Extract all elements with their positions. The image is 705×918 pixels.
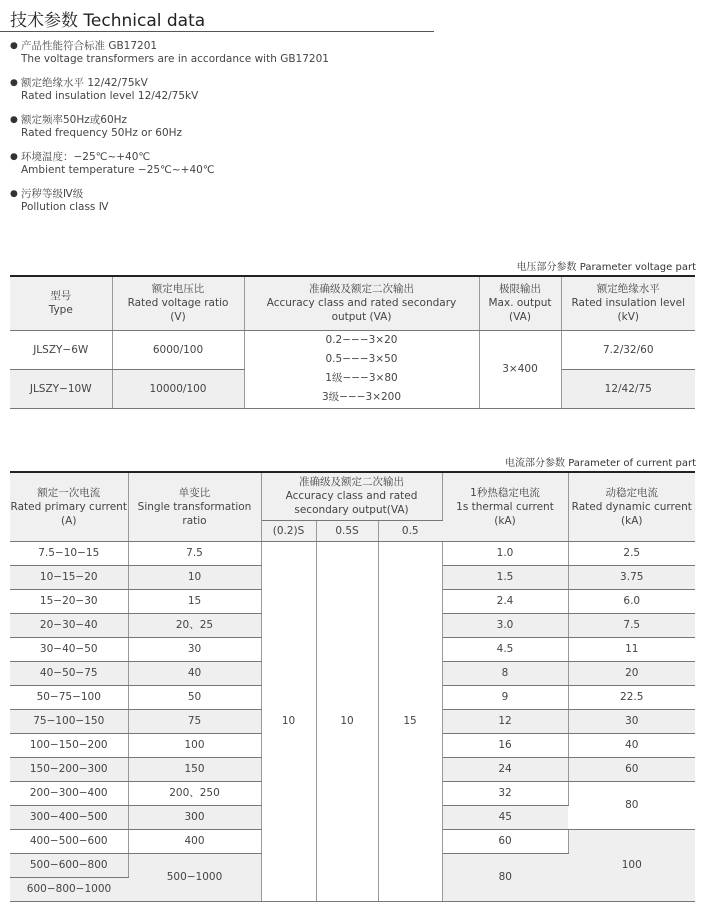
cell-dynamic: 80 — [568, 781, 695, 829]
col-header-dynamic: 动稳定电流 Rated dynamic current (kA) — [568, 472, 695, 541]
cell-primary: 400−500−600 — [10, 829, 128, 853]
spec-list — [10, 40, 329, 225]
cell-dynamic: 3.75 — [568, 565, 695, 589]
cell-ratio: 200、250 — [128, 781, 261, 805]
spec-en: Rated insulation level 12/42/75kV — [21, 90, 199, 102]
cell-thermal: 16 — [442, 733, 568, 757]
cell-dynamic: 6.0 — [568, 589, 695, 613]
spec-item — [10, 188, 329, 214]
cell-ratio: 400 — [128, 829, 261, 853]
cell-ratio: 40 — [128, 661, 261, 685]
cell-accuracy-02s: 10 — [261, 541, 316, 901]
cell-thermal: 45 — [442, 805, 568, 829]
spec-cn: 额定绝缘水平 12/42/75kV — [21, 77, 148, 89]
page-title: 技术参数 Technical data — [10, 11, 206, 31]
spec-en: The voltage transformers are in accordance with GB17201 — [21, 53, 329, 65]
table-row — [10, 541, 695, 565]
table-row — [10, 330, 695, 369]
col-header-accuracy: 准确级及额定二次输出 Accuracy class and rated secondary output (VA) — [244, 276, 479, 330]
bullet-icon: ● — [10, 115, 18, 125]
spec-item — [10, 151, 329, 177]
spec-en: Ambient temperature −25℃~+40℃ — [21, 164, 215, 176]
cell-ratio: 50 — [128, 685, 261, 709]
cell-primary: 150−200−300 — [10, 757, 128, 781]
cell-dynamic: 22.5 — [568, 685, 695, 709]
bullet-icon: ● — [10, 189, 18, 199]
col-header-thermal: 1秒热稳定电流 1s thermal current (kA) — [442, 472, 568, 541]
cell-ratio: 15 — [128, 589, 261, 613]
cell-ratio: 500−1000 — [128, 853, 261, 901]
cell-ratio: 150 — [128, 757, 261, 781]
cell-max-output: 3×400 — [479, 330, 561, 408]
voltage-section-title: 电压部分参数 Parameter voltage part — [516, 262, 696, 273]
cell-ratio: 10000/100 — [112, 369, 244, 408]
voltage-table — [10, 275, 695, 409]
cell-thermal: 8 — [442, 661, 568, 685]
cell-insulation: 12/42/75 — [561, 369, 695, 408]
cell-thermal: 12 — [442, 709, 568, 733]
col-header-max-output: 极限输出 Max. output (VA) — [479, 276, 561, 330]
cell-thermal: 24 — [442, 757, 568, 781]
cell-dynamic: 7.5 — [568, 613, 695, 637]
title-divider — [0, 31, 434, 32]
cell-accuracy: 0.2−−−3×20 0.5−−−3×50 1级−−−3×80 3级−−−3×200 — [244, 330, 479, 408]
table-header-row — [10, 276, 695, 330]
cell-accuracy-05s: 10 — [316, 541, 378, 901]
cell-thermal: 80 — [442, 853, 568, 901]
cell-thermal: 3.0 — [442, 613, 568, 637]
current-table — [10, 471, 695, 902]
cell-primary: 500−600−800 — [10, 853, 128, 877]
bullet-icon: ● — [10, 78, 18, 88]
col-header-acc-05: 0.5 — [378, 520, 442, 541]
col-header-accuracy: 准确级及额定二次输出 Accuracy class and rated secondary output(VA) — [261, 472, 442, 520]
cell-primary: 600−800−1000 — [10, 877, 128, 901]
table-header-row — [10, 472, 695, 520]
cell-thermal: 1.0 — [442, 541, 568, 565]
cell-thermal: 1.5 — [442, 565, 568, 589]
cell-ratio: 20、25 — [128, 613, 261, 637]
col-header-ratio: 额定电压比 Rated voltage ratio (V) — [112, 276, 244, 330]
cell-dynamic: 40 — [568, 733, 695, 757]
cell-thermal: 9 — [442, 685, 568, 709]
spec-item — [10, 40, 329, 66]
cell-primary: 100−150−200 — [10, 733, 128, 757]
col-header-acc-02s: (0.2)S — [261, 520, 316, 541]
cell-primary: 200−300−400 — [10, 781, 128, 805]
cell-ratio: 75 — [128, 709, 261, 733]
cell-type: JLSZY−6W — [10, 330, 112, 369]
cell-thermal: 2.4 — [442, 589, 568, 613]
cell-thermal: 60 — [442, 829, 568, 853]
bullet-icon: ● — [10, 152, 18, 162]
cell-ratio: 300 — [128, 805, 261, 829]
col-header-acc-05s: 0.5S — [316, 520, 378, 541]
cell-dynamic: 100 — [568, 829, 695, 901]
cell-primary: 20−30−40 — [10, 613, 128, 637]
cell-ratio: 6000/100 — [112, 330, 244, 369]
cell-type: JLSZY−10W — [10, 369, 112, 408]
cell-dynamic: 30 — [568, 709, 695, 733]
spec-item — [10, 114, 329, 140]
col-header-ratio: 单变比 Single transformation ratio — [128, 472, 261, 541]
spec-cn: 环境温度：−25℃~+40℃ — [21, 151, 151, 163]
cell-thermal: 32 — [442, 781, 568, 805]
cell-dynamic: 60 — [568, 757, 695, 781]
cell-primary: 50−75−100 — [10, 685, 128, 709]
col-header-primary: 额定一次电流 Rated primary current (A) — [10, 472, 128, 541]
spec-cn: 污秽等级Ⅳ级 — [21, 188, 84, 200]
bullet-icon: ● — [10, 41, 18, 51]
cell-primary: 75−100−150 — [10, 709, 128, 733]
cell-ratio: 100 — [128, 733, 261, 757]
col-header-insulation: 额定绝缘水平 Rated insulation level (kV) — [561, 276, 695, 330]
spec-cn: 额定频率50Hz或60Hz — [21, 114, 128, 126]
cell-insulation: 7.2/32/60 — [561, 330, 695, 369]
current-section-title: 电流部分参数 Parameter of current part — [505, 458, 696, 469]
cell-primary: 300−400−500 — [10, 805, 128, 829]
cell-primary: 40−50−75 — [10, 661, 128, 685]
cell-primary: 7.5−10−15 — [10, 541, 128, 565]
cell-dynamic: 2.5 — [568, 541, 695, 565]
spec-en: Rated frequency 50Hz or 60Hz — [21, 127, 183, 139]
col-header-type: 型号 Type — [10, 276, 112, 330]
cell-thermal: 4.5 — [442, 637, 568, 661]
cell-ratio: 10 — [128, 565, 261, 589]
cell-accuracy-05: 15 — [378, 541, 442, 901]
cell-ratio: 30 — [128, 637, 261, 661]
cell-ratio: 7.5 — [128, 541, 261, 565]
cell-primary: 30−40−50 — [10, 637, 128, 661]
cell-dynamic: 11 — [568, 637, 695, 661]
cell-dynamic: 20 — [568, 661, 695, 685]
cell-primary: 15−20−30 — [10, 589, 128, 613]
cell-primary: 10−15−20 — [10, 565, 128, 589]
spec-item — [10, 77, 329, 103]
spec-cn: 产品性能符合标准 GB17201 — [21, 40, 158, 52]
spec-en: Pollution class Ⅳ — [21, 201, 109, 213]
